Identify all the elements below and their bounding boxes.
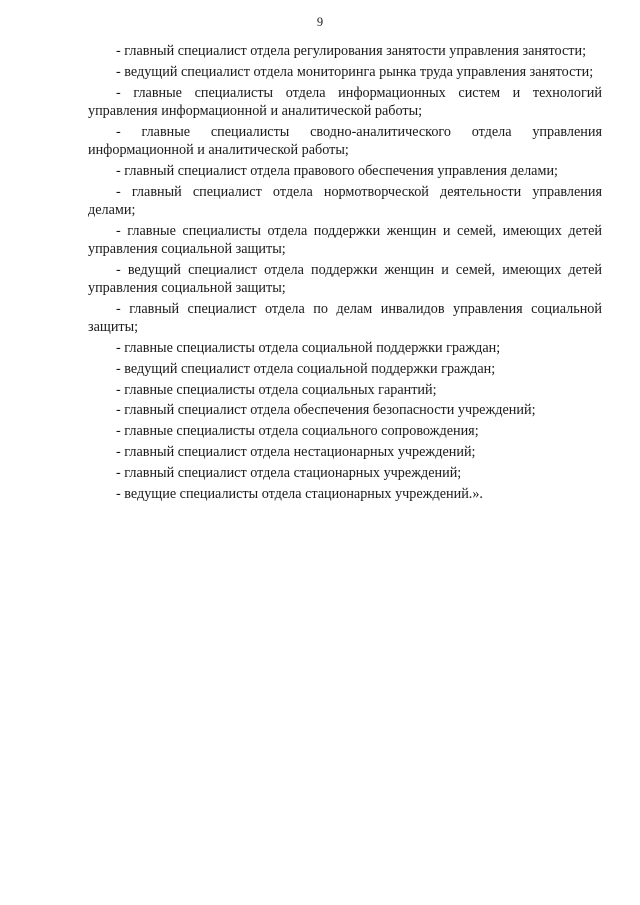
list-item: - главные специалисты отдела информационных систем и технологий управления информационной и аналитической работы;	[88, 84, 602, 119]
document-body	[88, 42, 602, 505]
page-number: 9	[316, 15, 324, 29]
list-item: - главный специалист отдела нестационарных учреждений;	[116, 443, 476, 460]
list-item: - главные специалисты сводно-аналитического отдела управления информационной и аналитической работы;	[88, 123, 602, 158]
list-item: - главные специалисты отдела поддержки женщин и семей, имеющих детей управления социальной защиты;	[88, 222, 602, 257]
list-item: - главный специалист отдела регулирования занятости управления занятости;	[116, 43, 587, 59]
list-item: - главный специалист отдела нормотворческой деятельности управления делами;	[88, 183, 602, 218]
list-item: - главный специалист отдела по делам инвалидов управления социальной защиты;	[88, 300, 602, 336]
list-item: - главный специалист отдела правового обеспечения управления делами;	[116, 162, 558, 179]
list-item: - главные специалисты отдела социальных гарантий;	[116, 381, 437, 398]
list-item: - главный специалист отдела стационарных учреждений;	[116, 464, 462, 481]
list-item: - ведущий специалист отдела социальной поддержки граждан;	[116, 360, 496, 377]
list-item: - главные специалисты отдела социального сопровождения;	[116, 423, 479, 440]
list-item: - главный специалист отдела обеспечения безопасности учреждений;	[116, 402, 536, 419]
list-item: - ведущие специалисты отдела стационарных учреждений.».	[116, 485, 483, 502]
list-item: - ведущий специалист отдела поддержки женщин и семей, имеющих детей управления социальной защиты;	[88, 261, 602, 297]
list-item: - ведущий специалист отдела мониторинга рынка труда управления занятости;	[116, 63, 594, 80]
list-item: - главные специалисты отдела социальной поддержки граждан;	[116, 339, 501, 356]
